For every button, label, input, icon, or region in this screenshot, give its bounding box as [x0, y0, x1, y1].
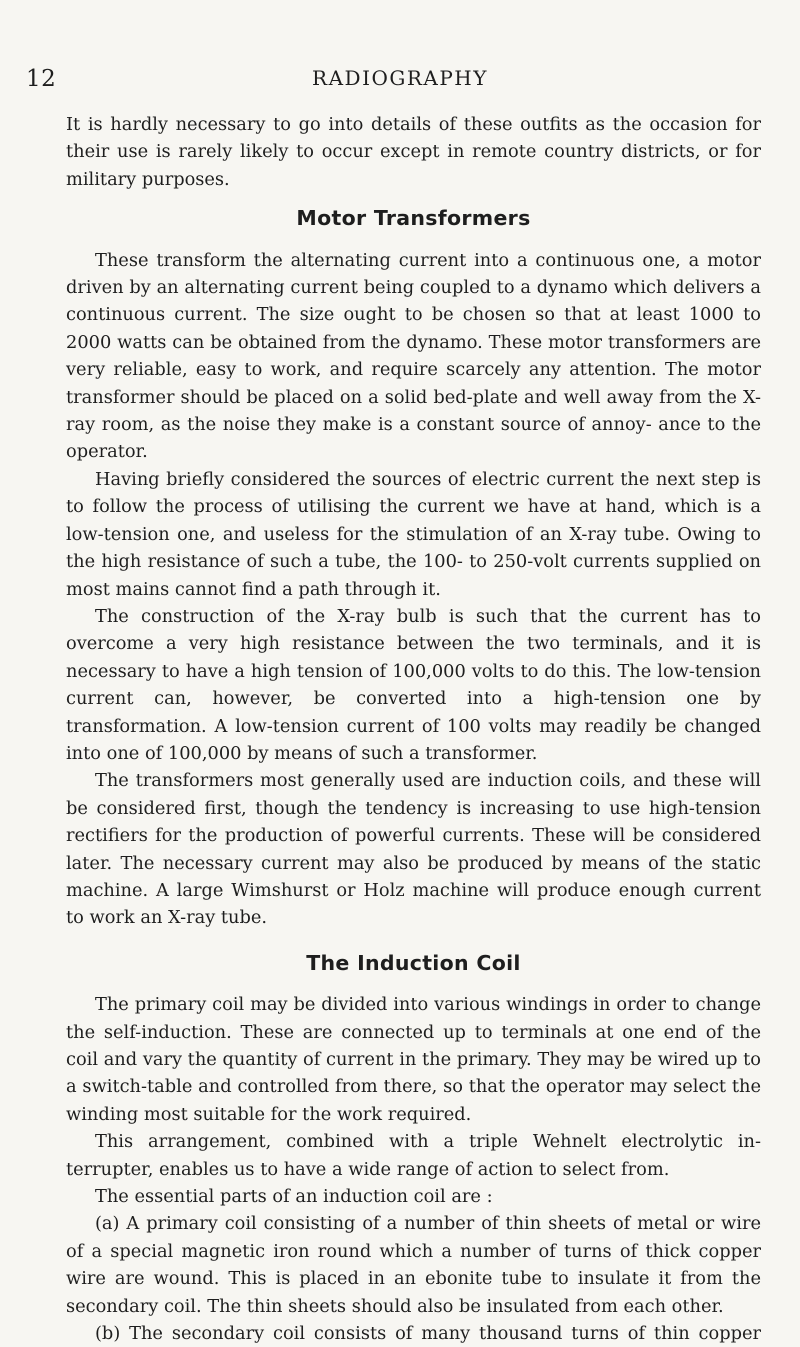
paragraph: The transformers most generally used are induction coils, and these will be considered first, though the tendency is increasing to use high-tension rectifiers for the production of powerful currents. These will be considered later. The necessary current may also be produced by means of the static machine. A large Wimshurst or Holz machine will produce enough current to work an X-ray tube.: [66, 770, 761, 929]
section-heading-motor-transformers: Motor Transformers: [296, 206, 531, 231]
paragraph: The primary coil may be divided into various windings in order to change the self-induction. These are connected up to terminals at one end of the coil and vary the quantity of current in the primary. They may be wired up to a switch-table and controlled from there, so that the operator may select the winding most suitable for the work required.: [66, 994, 761, 1125]
body-text: [66, 111, 761, 1347]
section-heading-induction-coil: The Induction Coil: [306, 950, 521, 975]
list-item-a: (a) A primary coil consisting of a number of thin sheets of metal or wire of a special magnetic iron round which a number of turns of thick copper wire are wound. This is placed in an ebonite tube to insulate it from the secondary coil. The thin sheets should also be insulated from each other.: [66, 1213, 761, 1317]
paragraph: This arrangement, combined with a triple Wehnelt electrolytic in- terrupter, enables us to have a wide range of action to select from.: [66, 1131, 761, 1180]
running-title: RADIOGRAPHY: [312, 66, 488, 90]
intro-paragraph: It is hardly necessary to go into details of these outfits as the occasion for their use is rarely likely to occur except in remote country districts, or for military purposes.: [66, 114, 761, 190]
running-header: [0, 66, 800, 96]
paragraph: The construction of the X-ray bulb is such that the current has to overcome a very high resistance between the two terminals, and it is necessary to have a high tension of 100,000 volts to do this. The low-tension current can, however, be converted into a high-tension one by transformation. A low-tension current of 100 volts may readily be changed into one of 100,000 by means of such a transformer.: [66, 605, 761, 764]
paragraph: The essential parts of an induction coil are :: [95, 1186, 493, 1208]
paragraph: Having briefly considered the sources of electric current the next step is to follow the process of utilising the current we have at hand, which is a low-tension one, and useless for the stimulation of an X-ray tube. Owing to the high resistance of such a tube, the 100- to 250-volt currents supplied on most mains cannot find a path through it.: [66, 468, 761, 600]
paragraph: These transform the alternating current into a continuous one, a motor driven by an alternating current being coupled to a dynamo which delivers a continuous current. The size ought to be chosen so that at least 1000 to 2000 watts can be obtained from the dynamo. These motor transformers are very reliable, easy to work, and require scarcely any attention. The motor transformer should be placed on a solid bed-plate and well away from the X-ray room, as the noise they make is a constant source of annoy- ance to the operator.: [66, 249, 761, 463]
page-number: 12: [26, 66, 57, 92]
list-item-b: (b) The secondary coil consists of many thousand turns of thin copper: [95, 1323, 761, 1345]
